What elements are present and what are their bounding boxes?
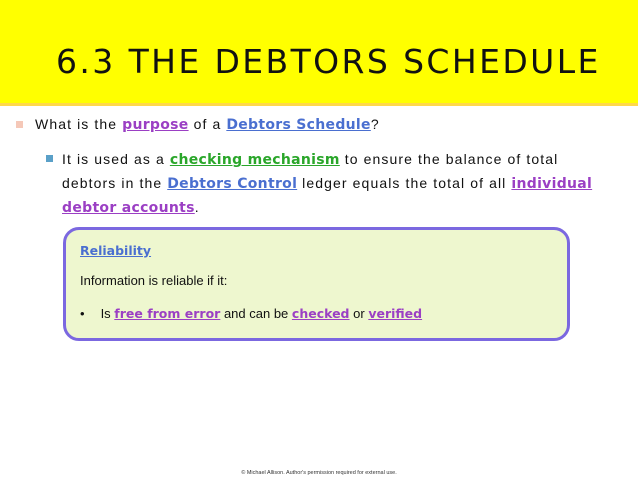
bullet-question (35, 113, 380, 137)
term-debtor-accounts: debtor accounts (62, 200, 195, 216)
text-segment: or (349, 306, 369, 321)
text-segment: and can be (220, 306, 292, 321)
term-free-from-error: free from error (114, 306, 221, 321)
callout-title: Reliability (80, 243, 152, 258)
text-segment: . (194, 199, 200, 215)
bullet-answer (62, 148, 592, 220)
text-segment: to ensure the balance of total (339, 151, 559, 167)
answer-line-3 (62, 196, 592, 220)
term-checked: checked (291, 306, 350, 321)
text-segment: Is (100, 306, 115, 321)
sub-bullet-square-icon (46, 155, 53, 162)
text-segment: It is used as a (62, 151, 170, 167)
answer-line-2 (62, 172, 592, 196)
bullet-square-icon (16, 121, 23, 128)
term-checking-mechanism: checking mechanism (169, 152, 340, 168)
term-verified: verified (368, 306, 423, 321)
answer-line-1 (62, 148, 592, 172)
text-segment: debtors in the (62, 175, 168, 191)
callout-line-2 (80, 306, 422, 321)
title-divider (0, 103, 638, 106)
callout-line-1: Information is reliable if it: (80, 273, 228, 288)
copyright-footer: © Michael Allison. Author's permission required for external use. (241, 470, 397, 476)
text-segment: What is the (35, 116, 123, 132)
title-bar (0, 0, 638, 103)
term-purpose: purpose (122, 117, 189, 133)
reliability-callout (63, 227, 570, 341)
term-debtors-schedule: Debtors Schedule (226, 117, 371, 133)
text-segment: ledger equals the total of all (297, 175, 512, 191)
page-title: 6.3 THE DEBTORS SCHEDULE (56, 42, 601, 81)
text-segment: of a (188, 116, 227, 132)
term-debtors-control: Debtors Control (167, 176, 298, 192)
term-individual: individual (511, 176, 593, 192)
text-segment: ? (370, 116, 380, 132)
bullet-dot-icon: • (80, 306, 85, 321)
